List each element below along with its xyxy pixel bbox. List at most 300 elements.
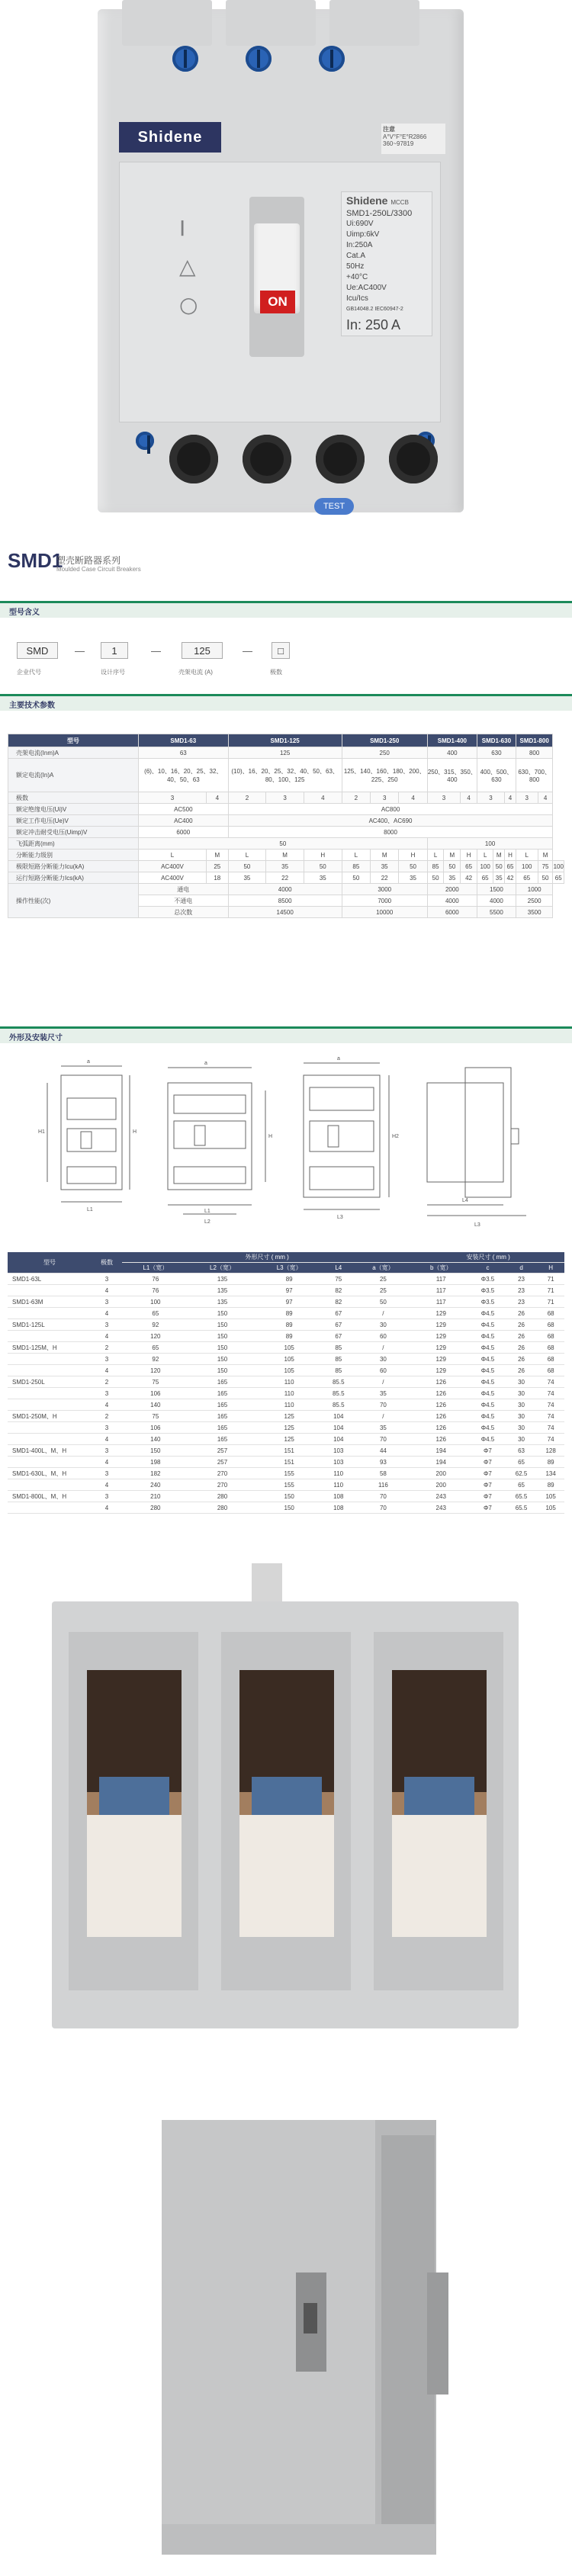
dim-label: H: [268, 1134, 273, 1139]
table-cell: 105: [255, 1342, 323, 1354]
table-cell: 50: [355, 1296, 413, 1308]
table-cell: 3000: [342, 884, 427, 895]
table-cell: 92: [122, 1319, 189, 1331]
table-cell: 250: [342, 747, 427, 759]
pole-cell: 4: [92, 1285, 122, 1296]
table-cell: Φ4.5: [470, 1365, 506, 1376]
table-cell: Φ4.5: [470, 1434, 506, 1445]
table-cell: 35: [493, 872, 505, 884]
table-cell: Φ4.5: [470, 1376, 506, 1388]
section-model-meaning: [0, 601, 572, 618]
table-cell: Φ4.5: [470, 1319, 506, 1331]
table-cell: 116: [355, 1479, 413, 1491]
table-cell: 630、700、800: [516, 759, 553, 792]
top-screw-icon: [319, 46, 345, 72]
pole-cell: 3: [92, 1388, 122, 1399]
table-cell: 26: [506, 1354, 538, 1365]
table-cell: /: [355, 1411, 413, 1422]
table-row: [8, 804, 564, 815]
table-cell: 2: [228, 792, 266, 804]
table-cell: 400、500、630: [477, 759, 516, 792]
table-cell: 65: [505, 861, 516, 872]
rating-label: [341, 191, 432, 336]
table-cell: 150: [189, 1342, 256, 1354]
pole-cell: 3: [92, 1468, 122, 1479]
table-cell: 2000: [427, 884, 477, 895]
table-subheader: L2（宽）: [189, 1263, 256, 1274]
table-cell: AC500: [139, 804, 229, 815]
table-cell: 30: [506, 1422, 538, 1434]
table-cell: 18: [206, 872, 228, 884]
table-row: [8, 850, 564, 861]
table-cell: 3: [266, 792, 304, 804]
label-line: 50Hz: [346, 262, 365, 271]
table-cell: AC800: [228, 804, 553, 815]
table-cell: 89: [537, 1457, 564, 1468]
table-cell: L: [228, 850, 266, 861]
table-cell: 35: [355, 1422, 413, 1434]
side-view-photo: [0, 2074, 572, 2576]
model-cell: [8, 1434, 92, 1445]
table-cell: 85: [323, 1342, 355, 1354]
table-cell: 76: [122, 1285, 189, 1296]
table-cell: 42: [461, 872, 477, 884]
dim-label: a: [204, 1061, 207, 1066]
table-cell: 129: [412, 1342, 470, 1354]
table-cell: Φ4.5: [470, 1399, 506, 1411]
pole-cell: 4: [92, 1479, 122, 1491]
table-cell: /: [355, 1308, 413, 1319]
model-cell: SMD1-125L: [8, 1319, 92, 1331]
table-cell: (10)、16、20、25、32、40、50、63、80、100、125: [228, 759, 342, 792]
table-cell: 4: [206, 792, 228, 804]
table-cell: 35: [266, 861, 304, 872]
terminal-photo: [0, 1563, 572, 2051]
table-cell: 270: [189, 1468, 256, 1479]
table-cell: 35: [355, 1388, 413, 1399]
table-cell: 63: [506, 1445, 538, 1457]
table-cell: M: [444, 850, 461, 861]
model-cell: SMD1-63L: [8, 1274, 92, 1285]
code-dash: —: [151, 645, 161, 657]
table-cell: 150: [189, 1319, 256, 1331]
table-cell: 26: [506, 1331, 538, 1342]
table-cell: 2500: [516, 895, 553, 907]
table-cell: 800: [516, 747, 553, 759]
table-row: [8, 1331, 564, 1342]
table-cell: 85.5: [323, 1376, 355, 1388]
table-cell: 68: [537, 1308, 564, 1319]
label-line: Ue:AC400V: [346, 284, 387, 292]
table-cell: 89: [255, 1274, 323, 1285]
table-row: [8, 827, 564, 838]
table-cell: 3: [516, 792, 538, 804]
table-cell: 105: [255, 1365, 323, 1376]
table-cell: 76: [122, 1274, 189, 1285]
model-cell: [8, 1422, 92, 1434]
table-cell: L: [342, 850, 370, 861]
table-cell: 150: [189, 1331, 256, 1342]
table-cell: 74: [537, 1411, 564, 1422]
table-cell: 63: [139, 747, 229, 759]
label-line: Uimp:6kV: [346, 230, 380, 239]
table-cell: 67: [323, 1331, 355, 1342]
table-cell: 68: [537, 1354, 564, 1365]
series-name: 塑壳断路器系列: [56, 555, 121, 566]
row-label: 额定电流(In)A: [8, 759, 139, 792]
table-cell: 128: [537, 1445, 564, 1457]
row-sublabel: 通电: [139, 884, 229, 895]
table-cell: 35: [228, 872, 266, 884]
table-cell: 105: [537, 1502, 564, 1514]
table-cell: 50: [228, 861, 266, 872]
table-row: [8, 1434, 564, 1445]
table-cell: 26: [506, 1319, 538, 1331]
table-cell: 35: [304, 872, 342, 884]
pole-cell: 3: [92, 1354, 122, 1365]
table-cell: 67: [323, 1319, 355, 1331]
code-box: □: [272, 642, 290, 659]
table-row: [8, 1445, 564, 1457]
table-cell: 30: [506, 1388, 538, 1399]
model-cell: [8, 1502, 92, 1514]
table-cell: 140: [122, 1434, 189, 1445]
table-row: [8, 1308, 564, 1319]
table-cell: 65: [506, 1479, 538, 1491]
table-subheader: L4: [323, 1263, 355, 1274]
front-panel: [119, 162, 441, 511]
table-cell: 74: [537, 1399, 564, 1411]
bottom-terminal-icon: [389, 435, 438, 483]
code-box: SMD: [17, 642, 58, 659]
table-cell: 70: [355, 1502, 413, 1514]
model-cell: SMD1-800L、M、H: [8, 1491, 92, 1502]
table-cell: H: [461, 850, 477, 861]
table-cell: 23: [506, 1274, 538, 1285]
table-cell: 280: [189, 1502, 256, 1514]
table-cell: Φ4.5: [470, 1411, 506, 1422]
table-cell: H: [505, 850, 516, 861]
row-label: 壳架电流(Inm)A: [8, 747, 139, 759]
table-cell: 110: [323, 1468, 355, 1479]
table-cell: Φ4.5: [470, 1342, 506, 1354]
table-cell: 65: [122, 1342, 189, 1354]
table-row: [8, 1502, 564, 1514]
table-cell: 26: [506, 1365, 538, 1376]
model-cell: SMD1-400L、M、H: [8, 1445, 92, 1457]
row-label: 分断能力级别: [8, 850, 139, 861]
table-cell: 6000: [427, 907, 477, 918]
parameter-table: [8, 734, 564, 918]
table-cell: 35: [399, 872, 427, 884]
table-cell: H: [399, 850, 427, 861]
table-cell: 92: [122, 1354, 189, 1365]
table-cell: 65: [477, 872, 493, 884]
table-cell: 106: [122, 1388, 189, 1399]
pole-cell: 4: [92, 1457, 122, 1468]
table-subheader: d: [506, 1263, 538, 1274]
table-cell: 194: [412, 1457, 470, 1468]
table-cell: L: [516, 850, 538, 861]
label-brand: Shidene: [346, 194, 388, 207]
table-cell: 65: [506, 1457, 538, 1468]
table-cell: 26: [506, 1342, 538, 1354]
dim-label: L2: [204, 1219, 210, 1225]
pole-cell: 4: [92, 1365, 122, 1376]
pole-cell: 2: [92, 1376, 122, 1388]
table-cell: 74: [537, 1376, 564, 1388]
table-cell: Φ4.5: [470, 1388, 506, 1399]
table-cell: Φ3.5: [470, 1274, 506, 1285]
section-title: 主要技术参数: [9, 702, 55, 710]
table-cell: 200: [412, 1468, 470, 1479]
model-cell: SMD1-250L: [8, 1376, 92, 1388]
top-terminal-fins: [122, 0, 450, 46]
table-cell: M: [371, 850, 399, 861]
table-cell: Φ7: [470, 1468, 506, 1479]
table-cell: 85: [323, 1365, 355, 1376]
table-cell: 97: [255, 1296, 323, 1308]
model-cell: [8, 1479, 92, 1491]
table-header: 型号: [8, 1252, 92, 1274]
table-cell: 6000: [139, 827, 229, 838]
table-cell: 23: [506, 1296, 538, 1308]
terminal-3: [374, 1632, 503, 1990]
table-cell: 126: [412, 1434, 470, 1445]
dim-label: L3: [474, 1222, 480, 1228]
table-cell: 30: [355, 1354, 413, 1365]
table-cell: 74: [537, 1434, 564, 1445]
table-cell: 10000: [342, 907, 427, 918]
table-cell: 30: [506, 1434, 538, 1445]
table-row: [8, 1491, 564, 1502]
row-label: 飞弧距离(mm): [8, 838, 139, 850]
table-cell: 240: [122, 1479, 189, 1491]
table-header: SMD1-800: [516, 734, 553, 747]
table-cell: Φ4.5: [470, 1422, 506, 1434]
table-cell: 65: [553, 872, 564, 884]
table-cell: Φ4.5: [470, 1308, 506, 1319]
table-cell: 165: [189, 1422, 256, 1434]
table-cell: 134: [537, 1468, 564, 1479]
table-cell: 126: [412, 1388, 470, 1399]
table-cell: 110: [323, 1479, 355, 1491]
dim-label: H2: [392, 1134, 399, 1139]
code-box: 1: [101, 642, 128, 659]
table-cell: 200: [412, 1479, 470, 1491]
label-line: In:250A: [346, 241, 373, 249]
table-row: [8, 1365, 564, 1376]
dim-label: H1: [38, 1129, 45, 1135]
table-cell: 65: [122, 1308, 189, 1319]
series-code: SMD1: [8, 549, 63, 572]
table-row: [8, 1342, 564, 1354]
table-cell: 67: [323, 1308, 355, 1319]
table-cell: 630: [477, 747, 516, 759]
warning-label: [381, 124, 445, 154]
code-caption: 壳架电流 (A): [178, 669, 213, 676]
pole-cell: 3: [92, 1274, 122, 1285]
table-cell: 25: [355, 1274, 413, 1285]
table-header-row: [8, 734, 564, 747]
table-cell: Φ7: [470, 1479, 506, 1491]
table-cell: 135: [189, 1285, 256, 1296]
table-row: [8, 1376, 564, 1388]
table-cell: 85: [342, 861, 370, 872]
table-cell: 89: [537, 1479, 564, 1491]
table-cell: 3: [427, 792, 460, 804]
table-cell: 50: [139, 838, 428, 850]
table-cell: 4: [505, 792, 516, 804]
table-cell: 165: [189, 1399, 256, 1411]
table-cell: 65.5: [506, 1502, 538, 1514]
table-cell: 8000: [228, 827, 553, 838]
bottom-terminal-icon: [243, 435, 291, 483]
table-cell: 7000: [342, 895, 427, 907]
table-cell: 85.5: [323, 1388, 355, 1399]
table-cell: Φ7: [470, 1502, 506, 1514]
model-cell: [8, 1354, 92, 1365]
table-cell: 50: [427, 872, 444, 884]
table-row: [8, 1422, 564, 1434]
table-cell: 126: [412, 1376, 470, 1388]
table-row: [8, 872, 564, 884]
row-label: 极数: [8, 792, 139, 804]
table-cell: 25: [206, 861, 228, 872]
drawing-front-3: [304, 1075, 380, 1197]
table-row: [8, 747, 564, 759]
row-sublabel: 不通电: [139, 895, 229, 907]
table-cell: 85: [323, 1354, 355, 1365]
table-cell: 70: [355, 1491, 413, 1502]
table-cell: 210: [122, 1491, 189, 1502]
table-row: [8, 1388, 564, 1399]
row-label: 额定工作电压(Ue)V: [8, 815, 139, 827]
table-cell: 4: [399, 792, 427, 804]
table-row: [8, 759, 564, 792]
outline-drawings: [8, 1052, 564, 1235]
table-cell: 129: [412, 1365, 470, 1376]
table-cell: 280: [122, 1502, 189, 1514]
table-cell: 74: [537, 1388, 564, 1399]
table-header: SMD1-250: [342, 734, 427, 747]
pole-cell: 4: [92, 1308, 122, 1319]
off-symbol-icon: ○: [179, 292, 198, 317]
table-cell: 129: [412, 1308, 470, 1319]
table-cell: 68: [537, 1331, 564, 1342]
table-cell: 165: [189, 1376, 256, 1388]
table-cell: 104: [323, 1434, 355, 1445]
code-dash: —: [243, 645, 252, 657]
table-cell: 103: [323, 1445, 355, 1457]
table-cell: 4: [304, 792, 342, 804]
table-row: [8, 884, 564, 895]
table-cell: AC400、AC690: [228, 815, 553, 827]
series-name-en: Moulded Case Circuit Breakers: [56, 566, 141, 573]
model-cell: SMD1-63M: [8, 1296, 92, 1308]
brand-plate: Shidene: [119, 122, 221, 153]
row-label: 操作性能(次): [8, 884, 139, 918]
drawing-front-2: [168, 1083, 252, 1190]
table-cell: 50: [493, 861, 505, 872]
table-cell: 23: [506, 1285, 538, 1296]
pole-cell: 3: [92, 1422, 122, 1434]
table-cell: 65.5: [506, 1491, 538, 1502]
model-cell: [8, 1285, 92, 1296]
test-button[interactable]: TEST: [314, 498, 354, 515]
table-cell: Φ4.5: [470, 1354, 506, 1365]
table-cell: 257: [189, 1445, 256, 1457]
table-cell: 117: [412, 1285, 470, 1296]
bottom-terminal-icon: [316, 435, 365, 483]
table-cell: 68: [537, 1319, 564, 1331]
table-cell: 70: [355, 1434, 413, 1445]
label-line: +40°C: [346, 273, 368, 281]
table-cell: 135: [189, 1274, 256, 1285]
table-row: [8, 1411, 564, 1422]
table-cell: 22: [371, 872, 399, 884]
terminal-2: [221, 1632, 351, 1990]
pole-cell: 3: [92, 1491, 122, 1502]
table-cell: /: [355, 1376, 413, 1388]
warning-text: A°V°F°E°R2866 360~97819: [383, 133, 427, 147]
label-mccb: MCCB: [390, 199, 409, 206]
table-cell: 100: [553, 861, 564, 872]
table-cell: 165: [189, 1434, 256, 1445]
table-cell: 129: [412, 1319, 470, 1331]
warning-title: 注意: [383, 126, 395, 133]
table-row: [8, 1354, 564, 1365]
table-cell: 150: [255, 1491, 323, 1502]
row-label: 极限短路分断能力Icu(kA): [8, 861, 139, 872]
table-cell: 150: [189, 1308, 256, 1319]
table-cell: 8500: [228, 895, 342, 907]
row-sublabel: 总次数: [139, 907, 229, 918]
table-cell: 97: [255, 1285, 323, 1296]
dimension-table: [8, 1252, 564, 1514]
table-cell: Φ7: [470, 1457, 506, 1468]
table-cell: 100: [427, 838, 553, 850]
code-dash: —: [75, 645, 85, 657]
table-cell: 26: [506, 1308, 538, 1319]
table-cell: 71: [537, 1296, 564, 1308]
table-row: [8, 1479, 564, 1491]
table-cell: L: [427, 850, 444, 861]
table-cell: 243: [412, 1502, 470, 1514]
table-cell: 155: [255, 1479, 323, 1491]
label-rating: In: 250 A: [346, 317, 401, 332]
table-cell: Φ7: [470, 1445, 506, 1457]
table-cell: 150: [255, 1502, 323, 1514]
table-cell: 50: [538, 872, 553, 884]
table-cell: 155: [255, 1468, 323, 1479]
table-cell: 150: [122, 1445, 189, 1457]
table-cell: 14500: [228, 907, 342, 918]
table-cell: 89: [255, 1331, 323, 1342]
pole-cell: 3: [92, 1445, 122, 1457]
table-cell: 30: [506, 1411, 538, 1422]
table-cell: 4000: [477, 895, 516, 907]
dim-label: a: [87, 1059, 90, 1065]
table-cell: AC400V: [139, 872, 207, 884]
model-cell: [8, 1331, 92, 1342]
table-cell: 74: [537, 1422, 564, 1434]
table-cell: 100: [516, 861, 538, 872]
label-line: Icu/Ics: [346, 294, 368, 303]
table-cell: 110: [255, 1388, 323, 1399]
pole-cell: 4: [92, 1331, 122, 1342]
label-model: SMD1-250L/3300: [346, 209, 413, 218]
